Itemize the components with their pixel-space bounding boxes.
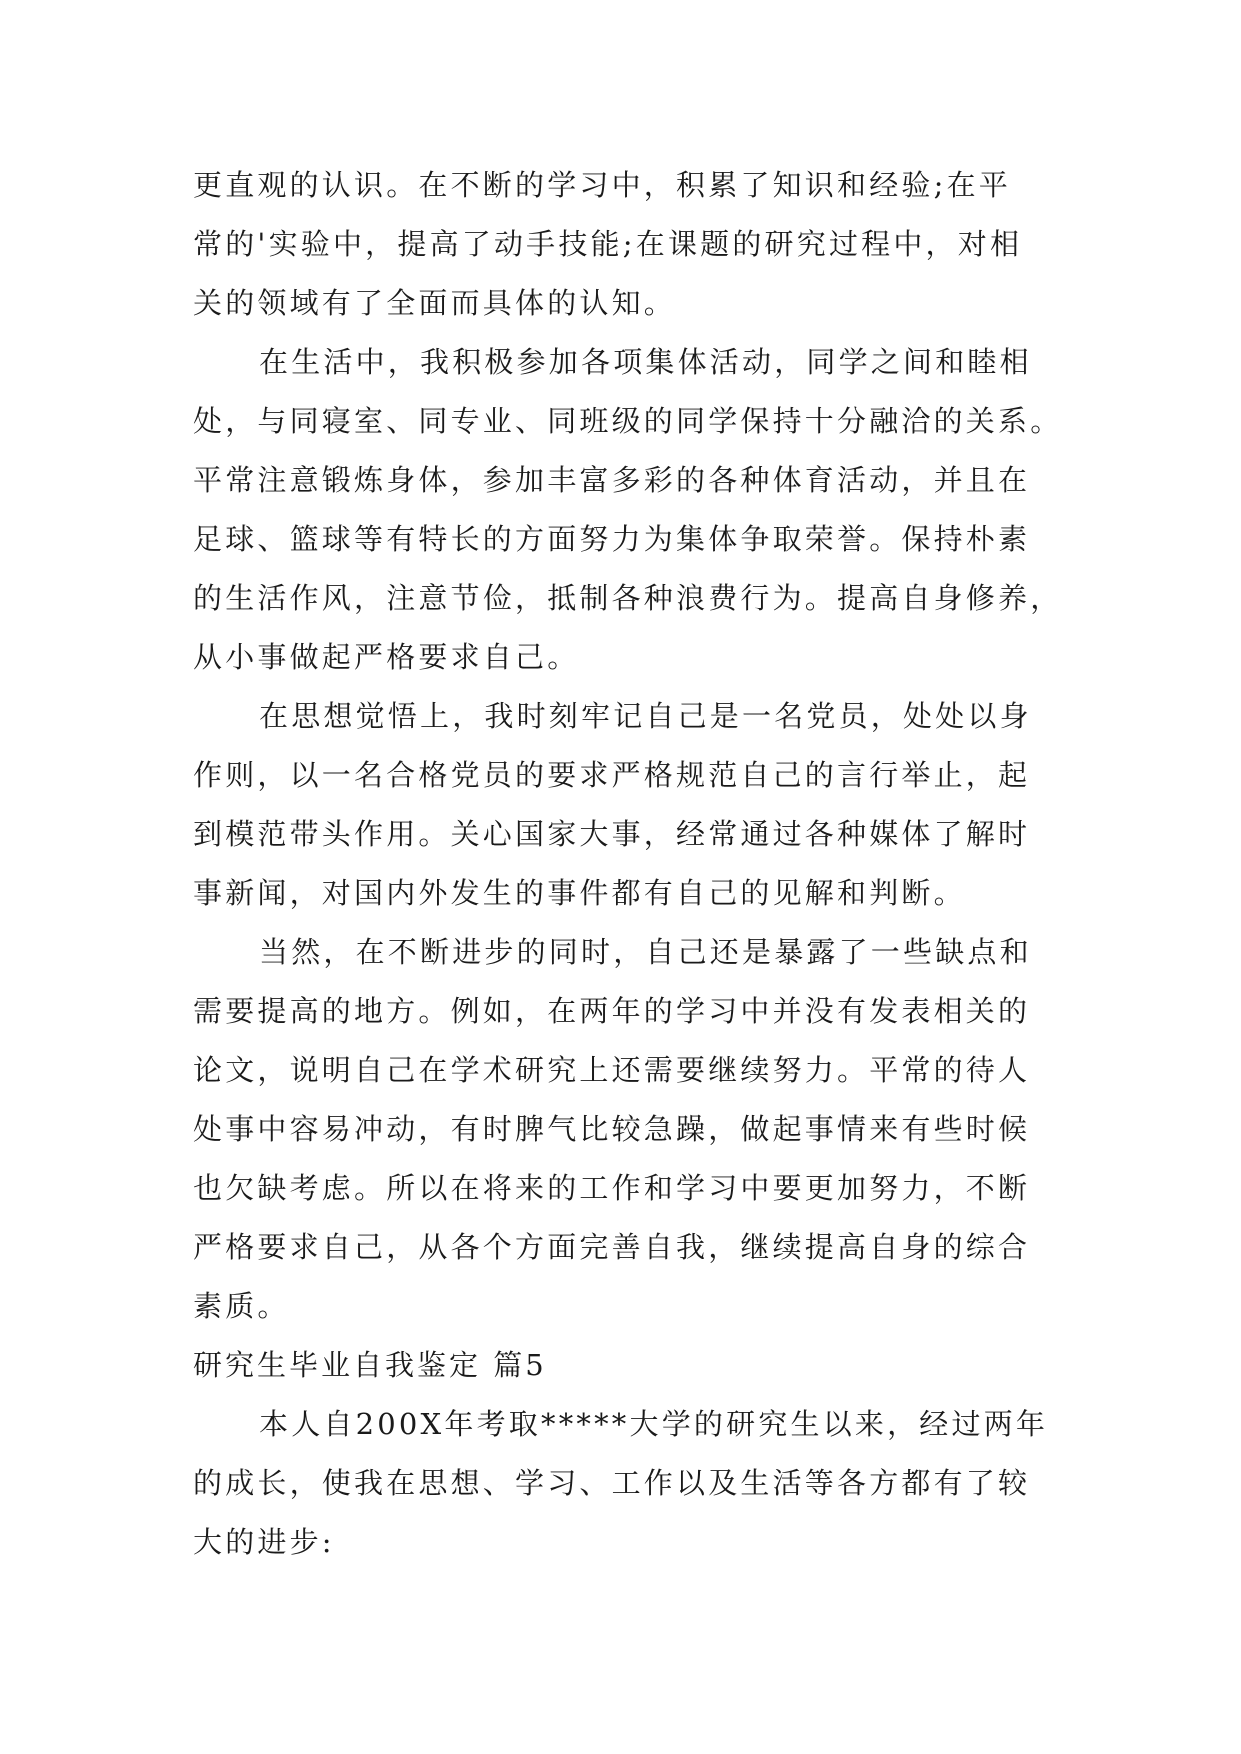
text-line: 的成长，使我在思想、学习、工作以及生活等各方都有了较 — [193, 1466, 1031, 1500]
text-line: 处事中容易冲动，有时脾气比较急躁，做起事情来有些时候 — [193, 1112, 1031, 1146]
paragraph-5 — [193, 1395, 1055, 1572]
text-line: 严格要求自己，从各个方面完善自我，继续提高自身的综合 — [193, 1230, 1031, 1264]
text-line: 作则，以一名合格党员的要求严格规范自己的言行举止，起 — [193, 758, 1031, 792]
text-line: 到模范带头作用。关心国家大事，经常通过各种媒体了解时 — [193, 817, 1031, 851]
text-line: 平常注意锻炼身体，参加丰富多彩的各种体育活动，并且在 — [193, 463, 1031, 497]
text-line: 更直观的认识。在不断的学习中，积累了知识和经验;在平 — [193, 168, 1011, 202]
text-line: 当然，在不断进步的同时，自己还是暴露了一些缺点和 — [259, 935, 1032, 969]
text-line: 大的进步: — [193, 1525, 335, 1559]
text-line: 在生活中，我积极参加各项集体活动，同学之间和睦相 — [259, 345, 1032, 379]
text-line: 在思想觉悟上，我时刻牢记自己是一名党员，处处以身 — [259, 699, 1032, 733]
text-line: 也欠缺考虑。所以在将来的工作和学习中要更加努力，不断 — [193, 1171, 1031, 1205]
paragraph-2 — [193, 333, 1063, 687]
document-page — [193, 156, 1063, 1572]
text-line: 足球、篮球等有特长的方面努力为集体争取荣誉。保持朴素 — [193, 522, 1031, 556]
text-line: 的生活作风，注意节俭，抵制各种浪费行为。提高自身修养， — [193, 581, 1063, 615]
text-line: 论文，说明自己在学术研究上还需要继续努力。平常的待人 — [193, 1053, 1031, 1087]
text-line: 关的领域有了全面而具体的认知。 — [193, 286, 677, 320]
text-line: 处，与同寝室、同专业、同班级的同学保持十分融洽的关系。 — [193, 404, 1063, 438]
paragraph-3 — [193, 687, 1055, 923]
section-heading: 研究生毕业自我鉴定 篇5 — [193, 1348, 547, 1382]
text-line: 素质。 — [193, 1289, 290, 1323]
text-line: 本人自200X年考取*****大学的研究生以来，经过两年 — [259, 1407, 1049, 1441]
paragraph-4 — [193, 923, 1055, 1336]
paragraph-1 — [193, 156, 1055, 333]
text-line: 事新闻，对国内外发生的事件都有自己的见解和判断。 — [193, 876, 966, 910]
text-line: 常的'实验中，提高了动手技能;在课题的研究过程中，对相 — [193, 227, 1023, 261]
text-line: 从小事做起严格要求自己。 — [193, 640, 580, 674]
text-line: 需要提高的地方。例如，在两年的学习中并没有发表相关的 — [193, 994, 1031, 1028]
